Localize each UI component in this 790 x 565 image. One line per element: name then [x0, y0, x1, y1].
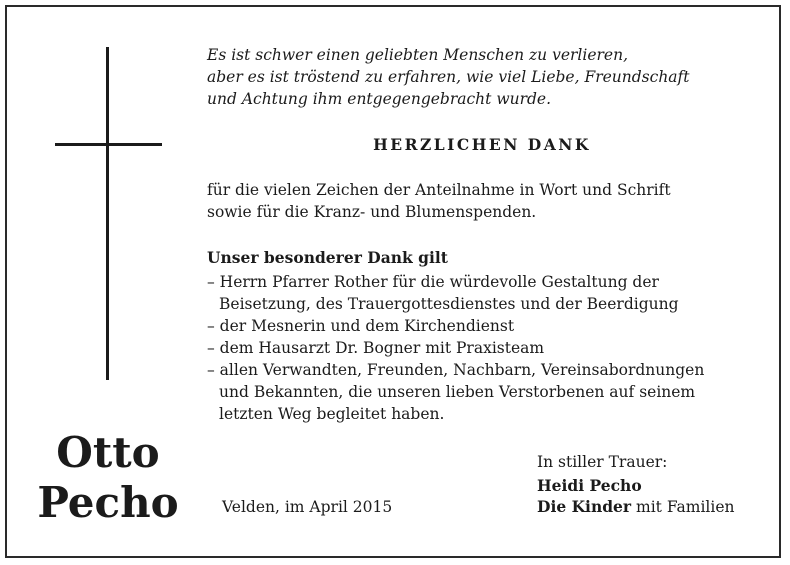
- list-item-continuation: Beisetzung, des Trauergottesdienstes und der Beerdigung: [219, 295, 679, 313]
- list-item: – allen Verwandten, Freunden, Nachbarn, Vereinsabordnungen: [207, 361, 705, 379]
- cross-vertical-bar: [106, 47, 109, 380]
- list-item: – der Mesnerin und dem Kirchendienst: [207, 317, 515, 335]
- list-item: – dem Hausarzt Dr. Bogner mit Praxisteam: [207, 339, 545, 357]
- cross-horizontal-bar: [55, 143, 162, 146]
- list-item-continuation: und Bekannten, die unseren lieben Verstorbenen auf seinem: [219, 383, 696, 401]
- quote-line: und Achtung ihm entgegengebracht wurde.: [207, 90, 552, 108]
- mourner-children: Die Kinder: [537, 497, 632, 516]
- thanks-heading: HERZLICHEN DANK: [373, 135, 591, 154]
- special-thanks-heading: Unser besonderer Dank gilt: [207, 248, 448, 267]
- thanks-text: [207, 179, 757, 223]
- place-date: Velden, im April 2015: [222, 498, 393, 516]
- mourner-families: mit Familien: [631, 498, 735, 516]
- mourner-family: [537, 496, 735, 518]
- quote-line: Es ist schwer einen geliebten Menschen zu verlieren,: [207, 46, 628, 64]
- deceased-first-name: Otto: [56, 428, 160, 477]
- quote: [207, 44, 757, 110]
- mourning-label: In stiller Trauer:: [537, 453, 668, 471]
- mourner-name: Heidi Pecho: [537, 476, 642, 495]
- deceased-last-name: Pecho: [37, 478, 179, 527]
- quote-line: aber es ist tröstend zu erfahren, wie viel Liebe, Freundschaft: [207, 68, 690, 86]
- special-thanks-list: [207, 271, 757, 425]
- list-item-continuation: letzten Weg begleitet haben.: [219, 405, 445, 423]
- thanks-line: sowie für die Kranz- und Blumenspenden.: [207, 203, 537, 221]
- thanks-line: für die vielen Zeichen der Anteilnahme in Wort und Schrift: [207, 181, 671, 199]
- list-item: – Herrn Pfarrer Rother für die würdevolle Gestaltung der: [207, 273, 659, 291]
